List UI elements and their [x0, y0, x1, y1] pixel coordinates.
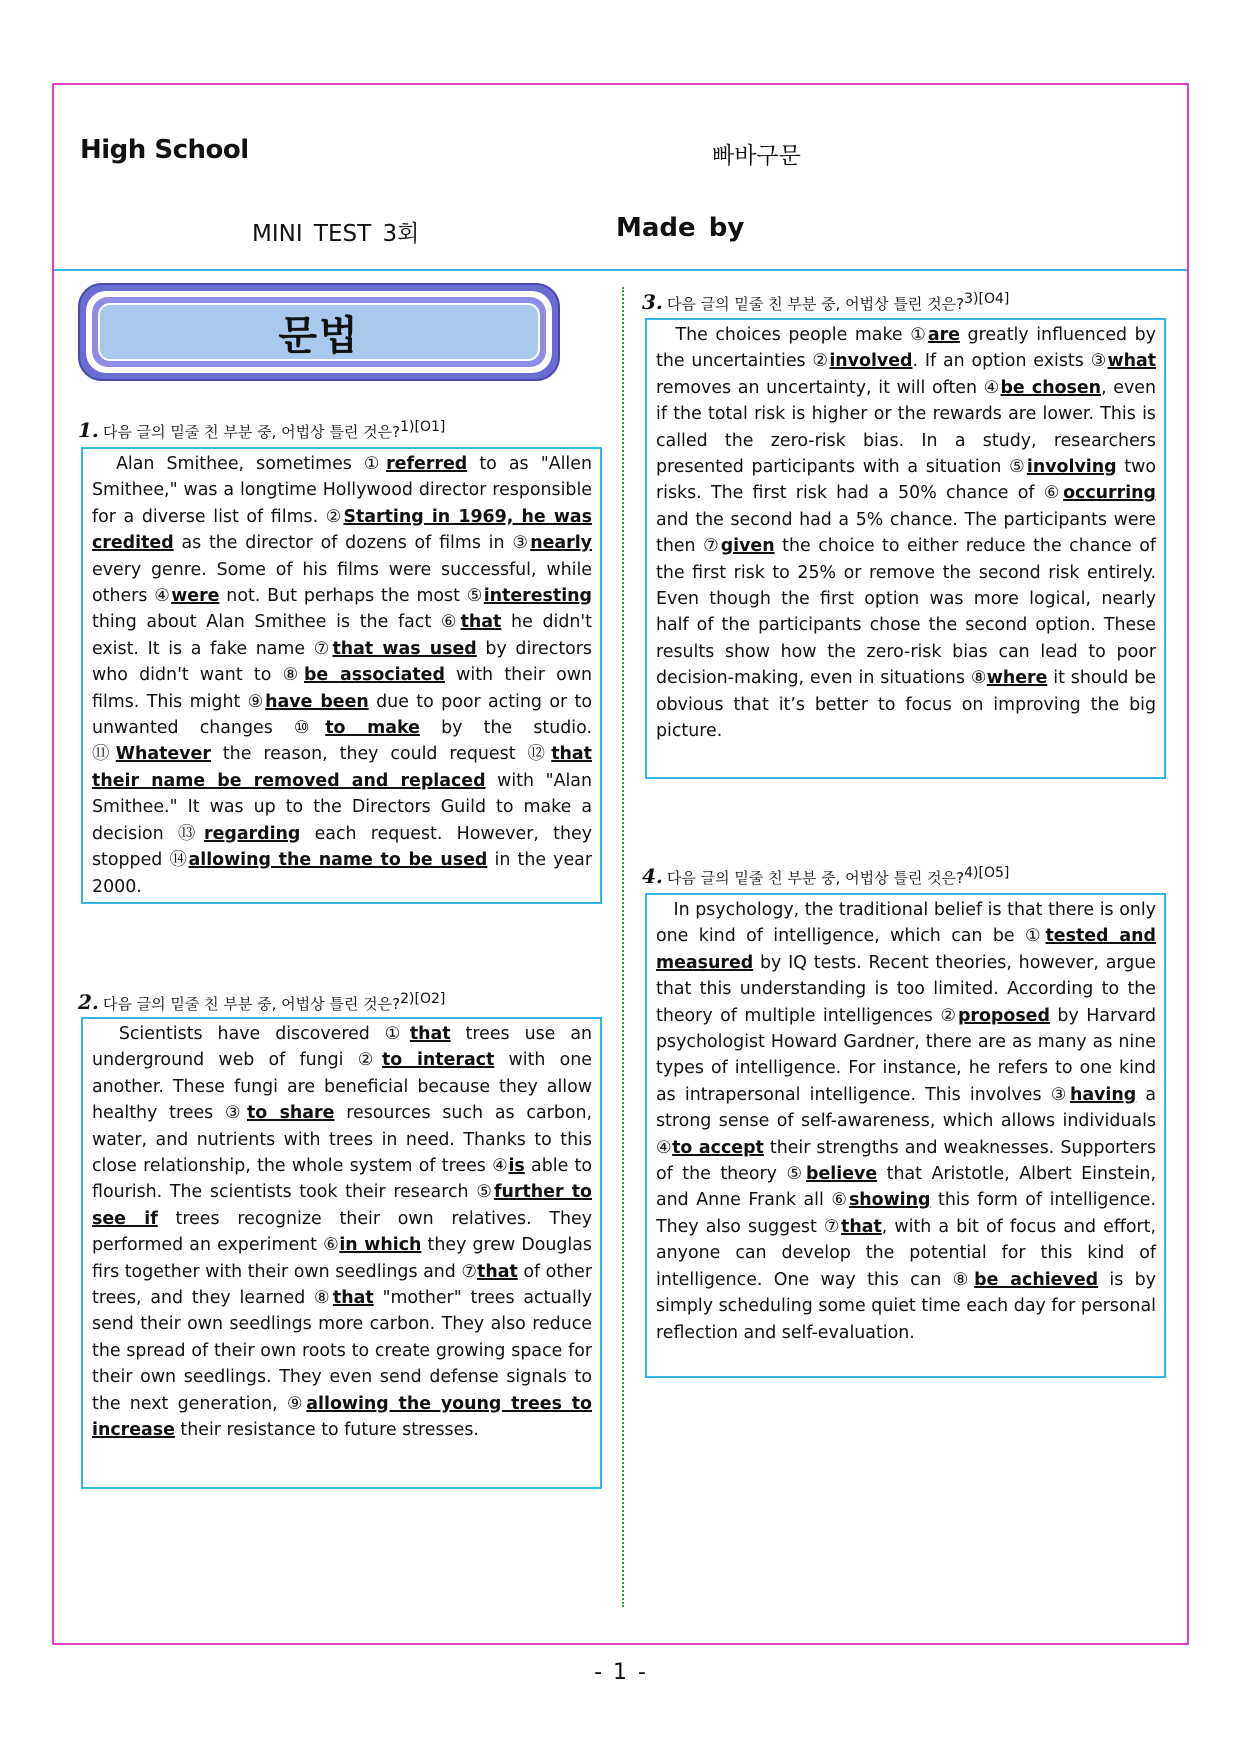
header-bottom	[80, 213, 1161, 253]
answer-choice: regarding	[204, 823, 301, 844]
answer-choice: having	[1069, 1084, 1137, 1105]
question-number: 2.	[78, 990, 99, 1014]
answer-choice: in which	[339, 1235, 422, 1256]
passage-text: In psychology, the traditional belief is that there is only one kind of intelligence, which can be ①tested and measured by IQ tests. Recent theories, however, argue that this understanding is too limited. According to the theory of multiple intelligences ②proposed by Harvard psychologist Howard Gardner, there are as many as nine types of intelligence. For instance, he refers to one kind as intrapersonal intelligence. This involves ③having a strong sense of self-awareness, which allows individuals ④to accept their strengths and weaknesses. Supporters of the theory ⑤believe that Aristotle, Albert Einstein, and Anne Frank all ⑥showing this form of intelligence. They also suggest ⑦that, with a bit of focus and effort, anyone can develop the potential for this kind of intelligence. One way this can ⑧be achieved is by simply scheduling some quiet time each day for personal reflection and self-evaluation.	[656, 900, 1157, 1343]
made-by-label: Made by	[616, 213, 745, 243]
question-prompt: 다음 글의 밑줄 친 부분 중, 어법상 틀린 것은?	[666, 869, 965, 887]
answer-choice: to make	[325, 718, 420, 739]
answer-choice: were	[171, 586, 220, 607]
answer-choice: have been	[265, 691, 369, 712]
answer-choice: be associated	[303, 665, 445, 686]
test-title: MINI TEST 3회	[252, 221, 420, 247]
answer-choice: is	[508, 1156, 525, 1177]
page-number: - 1 -	[594, 1660, 646, 1685]
answer-choice: what	[1107, 351, 1157, 372]
answer-choice: believe	[806, 1164, 878, 1185]
answer-choice: showing	[848, 1190, 931, 1211]
answer-choice: referred	[386, 454, 468, 474]
answer-choice: Starting in 1969, he was credited	[92, 506, 592, 554]
header-top	[80, 135, 1161, 175]
section-title: 문법	[278, 312, 360, 359]
question-2-passage	[81, 1017, 602, 1489]
answer-choice: allowing the young trees to increase	[92, 1393, 592, 1441]
question-3-heading	[642, 290, 1009, 314]
passage-text: Alan Smithee, sometimes ①referred to as "Allen Smithee," was a longtime Hollywood director responsible for a diverse list of films. ②Starting in 1969, he was credited as the director of dozens of films in ③nearly every genre. Some of his films were successful, while others ④were not. But perhaps the most ⑤interesting thing about Alan Smithee is the fact ⑥that he didn't exist. It is a fake name ⑦that was used by directors who didn't want to ⑧be associated with their own films. This might ⑨have been due to poor acting or to unwanted changes ⑩to make by the studio. ⑪Whatever the reason, they could request ⑫that their name be removed and replaced with "Alan Smithee." It was up to the Directors Guild to make a decision ⑬regarding each request. However, they stopped ⑭allowing the name to be used in the year 2000.	[92, 454, 593, 897]
question-prompt: 다음 글의 밑줄 친 부분 중, 어법상 틀린 것은?	[102, 423, 401, 441]
answer-choice: that their name be removed and replaced	[92, 744, 592, 791]
answer-choice: further to see if	[92, 1182, 592, 1229]
answer-choice: Whatever	[115, 744, 211, 765]
question-1-passage	[81, 447, 602, 904]
answer-choice: be chosen	[1000, 377, 1102, 398]
answer-choice: that	[477, 1261, 518, 1282]
answer-choice: be achieved	[974, 1269, 1099, 1290]
answer-choice: that	[332, 1288, 374, 1309]
section-banner	[78, 283, 560, 381]
answer-choice: to interact	[381, 1050, 495, 1071]
answer-choice: where	[986, 668, 1048, 689]
question-code: 2)[O2]	[400, 991, 446, 1007]
answer-choice: that	[841, 1216, 882, 1237]
passage-text: Scientists have discovered ①that trees use an underground web of fungi ②to interact with one another. These fungi are beneficial because they allow healthy trees ③to share resources such as carbon, water, and nutrients with trees in need. Thanks to this close relationship, the whole system of trees ④is able to flourish. The scientists took their research ⑤further to see if trees recognize their own relatives. They performed an experiment ⑥in which they grew Douglas firs together with their own seedlings and ⑦that of other trees, and they learned ⑧that "mother" trees actually send their own seedlings more carbon. They also reduce the spread of their own roots to create growing space for their own seedlings. They even send defense signals to the next generation, ⑨allowing the young trees to increase their resistance to future stresses.	[92, 1024, 593, 1441]
answer-choice: tested and measured	[656, 926, 1156, 973]
school-label: High School	[80, 135, 249, 165]
series-label: 빠바구문	[712, 143, 801, 169]
question-2-heading	[78, 990, 445, 1014]
question-4-heading	[642, 864, 1009, 888]
answer-choice: given	[720, 536, 775, 557]
passage-text: The choices people make ①are greatly influenced by the uncertainties ②involved. If an option exists ③what removes an uncertainty, it will often ④be chosen, even if the total risk is higher or the rewards are lower. This is called the zero-risk bias. In a study, researchers presented participants with a situation ⑤involving two risks. The first risk had a 50% chance of ⑥occurring and the second had a 5% chance. The participants were then ⑦given the choice to either reduce the chance of the first risk to 25% or remove the second risk entirely. Even though the first option was more logical, nearly half of the participants chose the second option. These results show how the zero-risk bias can lead to poor decision-making, even in situations ⑧where it should be obvious that it’s better to focus on improving the big picture.	[656, 325, 1157, 742]
question-4-passage	[645, 893, 1166, 1378]
answer-choice: allowing the name to be used	[188, 850, 488, 871]
answer-choice: to share	[246, 1103, 335, 1124]
answer-choice: that	[460, 612, 502, 633]
question-3-passage	[645, 318, 1166, 779]
page-frame	[52, 83, 1189, 1645]
header-divider	[54, 269, 1187, 271]
question-number: 1.	[78, 418, 99, 442]
answer-choice: that	[409, 1024, 451, 1044]
question-1-heading	[78, 418, 445, 442]
answer-choice: interesting	[483, 586, 592, 607]
answer-choice: are	[927, 325, 960, 345]
answer-choice: occurring	[1063, 483, 1156, 504]
question-code: 3)[O4]	[964, 291, 1010, 307]
answer-choice: that was used	[332, 638, 477, 659]
answer-choice: involving	[1026, 457, 1117, 478]
question-prompt: 다음 글의 밑줄 친 부분 중, 어법상 틀린 것은?	[666, 295, 965, 313]
question-code: 1)[O1]	[400, 419, 446, 435]
answer-choice: to accept	[672, 1137, 764, 1158]
question-number: 4.	[642, 864, 663, 888]
answer-choice: proposed	[957, 1005, 1050, 1026]
question-prompt: 다음 글의 밑줄 친 부분 중, 어법상 틀린 것은?	[102, 995, 401, 1013]
question-code: 4)[O5]	[964, 865, 1010, 881]
column-divider	[622, 287, 624, 1607]
question-number: 3.	[642, 290, 663, 314]
answer-choice: involved	[829, 351, 913, 372]
answer-choice: nearly	[530, 533, 592, 554]
